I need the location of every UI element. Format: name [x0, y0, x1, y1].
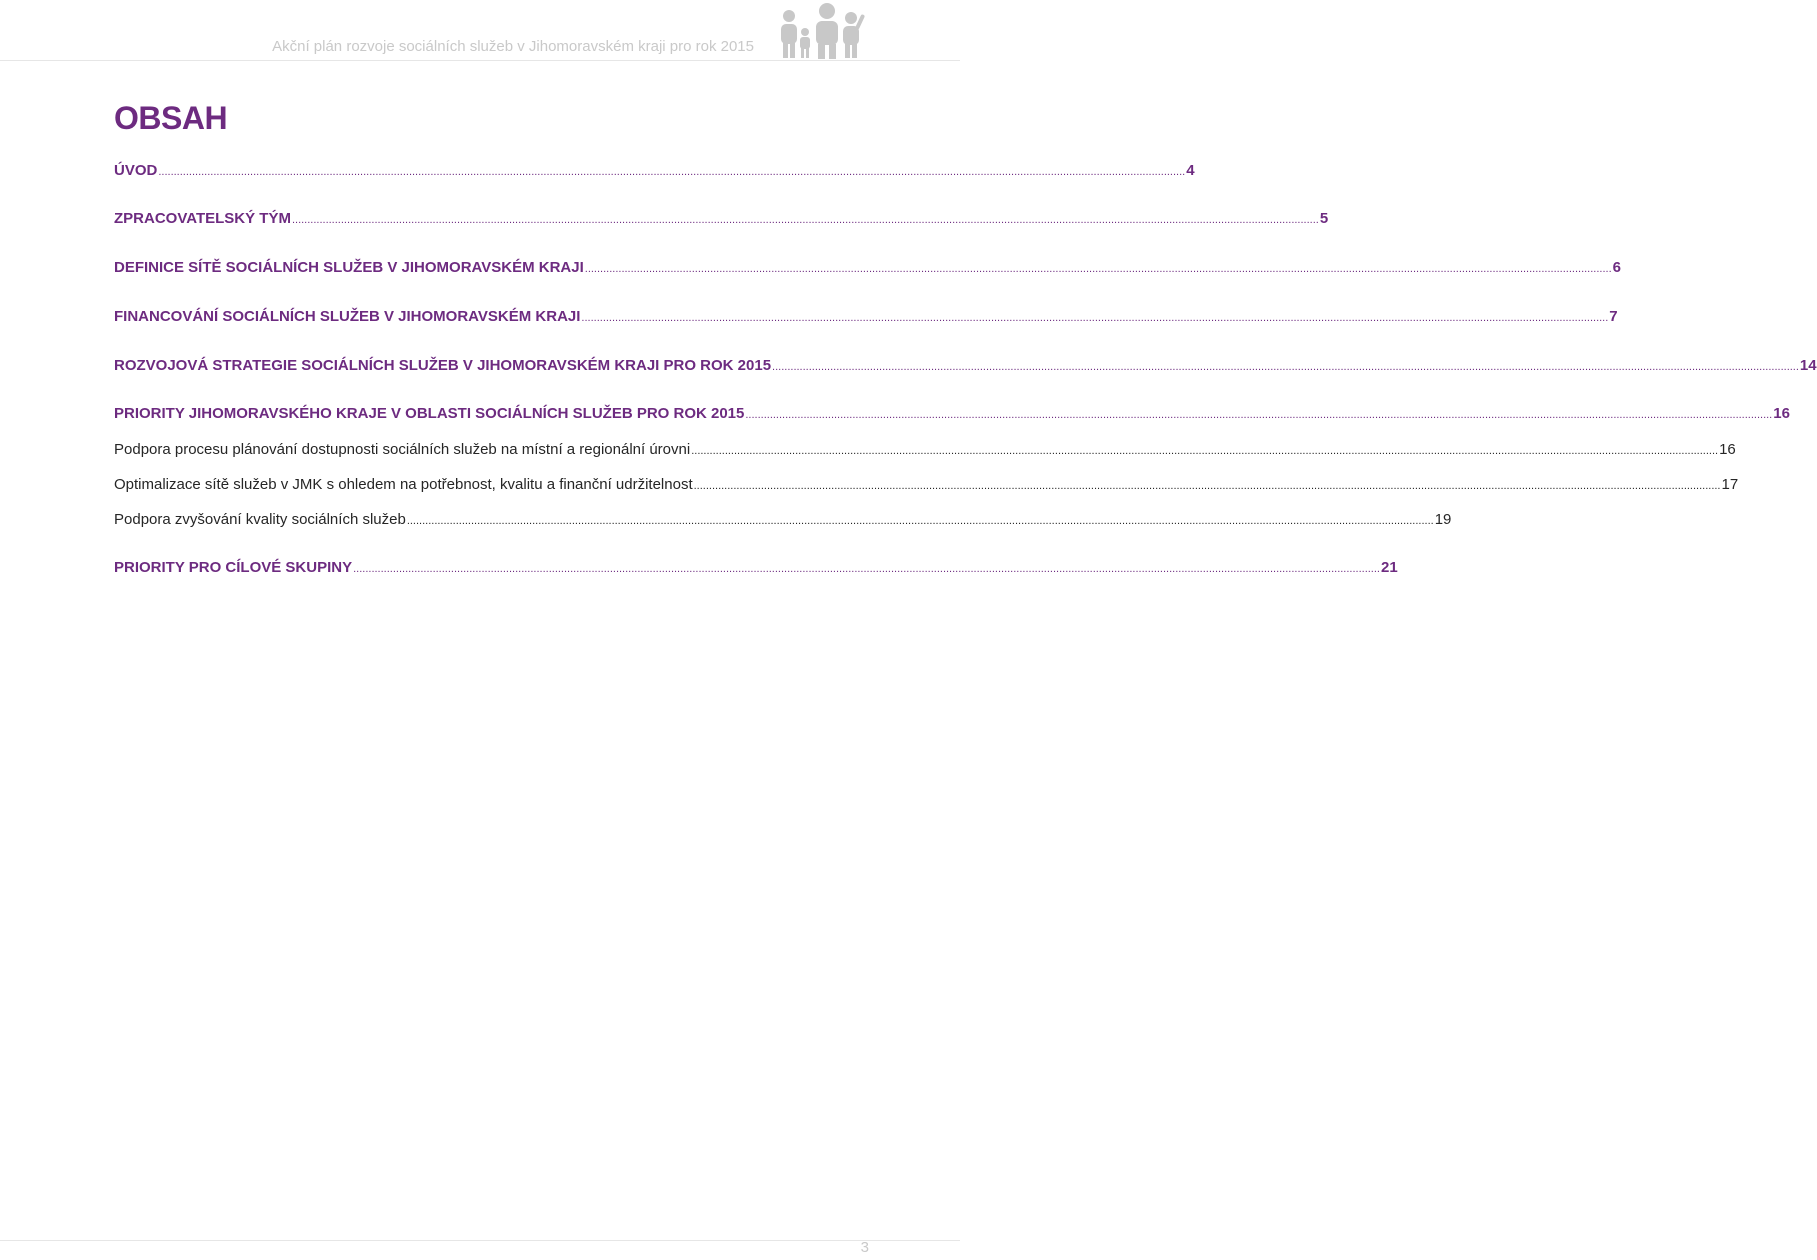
toc-entry-page: 4: [1186, 162, 1195, 179]
toc-entry-title: FINANCOVÁNÍ SOCIÁLNÍCH SLUŽEB V JIHOMORAVSKÉM KRAJI: [114, 308, 581, 325]
footer-rule: [0, 1240, 960, 1241]
toc-entry-page: 19: [1434, 511, 1452, 528]
toc-entry-page: 16: [1773, 405, 1790, 422]
toc-entry-page: 17: [1721, 476, 1739, 493]
page-number: 3: [860, 1239, 869, 1256]
toc-entry-page: 5: [1319, 210, 1329, 227]
family-people-icon: [775, 2, 871, 62]
toc-entry-page: 14: [1799, 357, 1817, 374]
toc-entry[interactable]: [114, 559, 1398, 583]
header-rule: [0, 60, 960, 61]
toc-leader-dots: [691, 445, 1718, 457]
toc-entry-title: PRIORITY PRO CÍLOVÉ SKUPINY: [114, 559, 353, 576]
toc-entry[interactable]: [114, 259, 1621, 283]
toc-leader-dots: [585, 263, 1612, 275]
toc-leader-dots: [158, 166, 1185, 178]
toc-entry[interactable]: [114, 162, 1195, 186]
toc-entry-title: ZPRACOVATELSKÝ TÝM: [114, 210, 291, 227]
toc-entry-title: Podpora zvyšování kvality sociálních služeb: [114, 511, 406, 528]
toc-entry[interactable]: [114, 210, 1329, 234]
toc-leader-dots: [407, 515, 1434, 527]
toc-entry-page: 7: [1609, 308, 1618, 325]
page-header: [0, 0, 960, 64]
toc-entry-title: DEFINICE SÍTĚ SOCIÁLNÍCH SLUŽEB V JIHOMORAVSKÉM KRAJI: [114, 259, 584, 276]
toc-entry-page: 6: [1612, 259, 1621, 276]
toc-leader-dots: [292, 214, 1319, 226]
toc-entry-page: 21: [1380, 559, 1398, 576]
toc-entry-title: ROZVOJOVÁ STRATEGIE SOCIÁLNÍCH SLUŽEB V JIHOMORAVSKÉM KRAJI PRO ROK 2015: [114, 357, 772, 374]
toc-entry-title: Podpora procesu plánování dostupnosti sociálních služeb na místní a regionální úrovni: [114, 441, 691, 458]
toc-entry[interactable]: [114, 476, 1739, 500]
toc-entry-title: ÚVOD: [114, 162, 158, 179]
toc-entry-title: Optimalizace sítě služeb v JMK s ohledem na potřebnost, kvalitu a finanční udržitelnost: [114, 476, 693, 493]
toc-heading: OBSAH: [114, 100, 228, 136]
toc-leader-dots: [581, 312, 1608, 324]
toc-leader-dots: [772, 361, 1799, 373]
toc-entry[interactable]: [114, 441, 1736, 465]
toc-leader-dots: [745, 409, 1772, 421]
toc-entry-title: PRIORITY JIHOMORAVSKÉHO KRAJE V OBLASTI SOCIÁLNÍCH SLUŽEB PRO ROK 2015: [114, 405, 745, 422]
toc-entry[interactable]: [114, 405, 1790, 429]
toc-entry[interactable]: [114, 308, 1618, 332]
toc-leader-dots: [353, 563, 1380, 575]
toc-leader-dots: [694, 480, 1721, 492]
toc-entry-page: 16: [1719, 441, 1736, 458]
toc-entry[interactable]: [114, 357, 1817, 381]
toc-entry[interactable]: [114, 511, 1452, 535]
header-title: Akční plán rozvoje sociálních služeb v Jihomoravském kraji pro rok 2015: [272, 38, 754, 55]
